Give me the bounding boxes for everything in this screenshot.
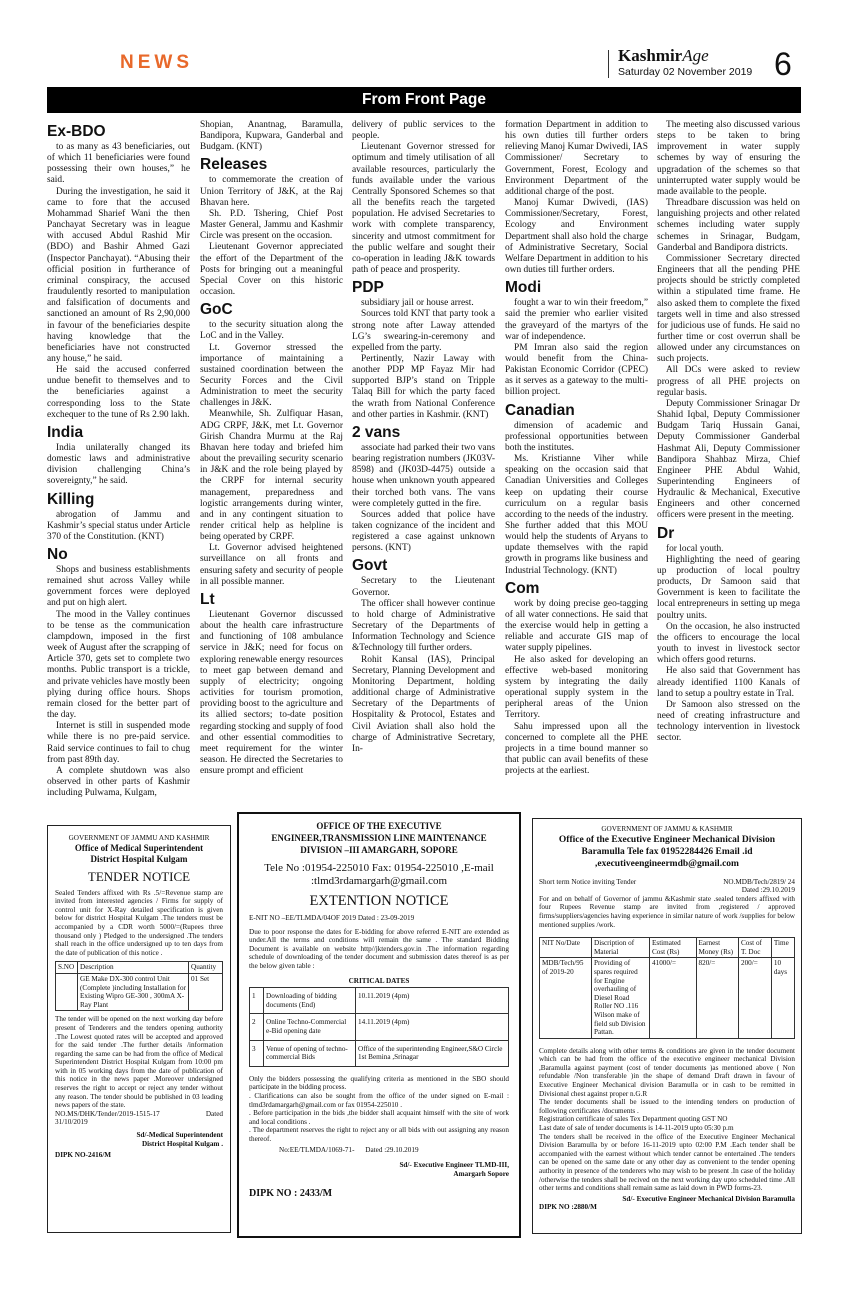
paragraph: Shops and business establishments remained shut across Valley while government forces were deployed and put on high alert. — [47, 565, 190, 609]
headline: Canadian — [505, 401, 575, 419]
tender-notice-kulgam — [47, 825, 231, 1233]
td: 3 — [250, 1040, 264, 1066]
td: 1 — [250, 988, 264, 1014]
th: Earnest Money (Rs) — [696, 938, 738, 958]
issue-date: Saturday 02 November 2019 — [618, 66, 753, 78]
tender-table — [539, 937, 795, 1039]
td: Online Techno-Commercial e-Bid opening date — [264, 1014, 356, 1040]
ad-line: ENGINEER,TRANSMISSION LINE MAINTENANCE — [271, 833, 487, 843]
headline: Govt — [352, 557, 388, 575]
paragraph: India unilaterally changed its domestic laws and administrative division challenging China’s sovereignty,” he said. — [47, 442, 190, 487]
ad-title: EXTENTION NOTICE — [309, 893, 449, 909]
th: Description — [78, 962, 189, 974]
headline: India — [47, 423, 84, 441]
ad-dated: Dated :29.10.2019 — [741, 886, 795, 895]
ad-date: 31/10/2019 — [55, 1118, 88, 1127]
th: NIT No/Date — [540, 938, 592, 958]
paragraph: All DCs were asked to review progress of all PHE projects on regular basis. — [657, 365, 800, 398]
paragraph: Lieutenant Governor appreciated the effort of the Department of the Posts for bringing out a meaningful Special Cover on this historic occasion. — [200, 242, 343, 298]
td: 14.11.2019 (4pm) — [356, 1014, 509, 1040]
ad-line: Office of the Executive Engineer Mechanical Division — [558, 834, 776, 845]
ad-line: Short term Notice inviting Tender — [539, 877, 637, 886]
table-caption: CRITICAL DATES — [348, 976, 410, 985]
ad-line: GOVERNMENT OF JAMMU & KASHMIR — [601, 825, 733, 833]
paragraph: Manoj Kumar Dwivedi, (IAS) Commissioner/Secretary, Forest, Ecology and Environment Department shall also hold the charge of Administrative Secretary, Social Welfare Department in addition to his own duties till further orders. — [505, 198, 648, 276]
ad-line: OFFICE OF THE EXECUTIVE — [316, 821, 442, 831]
th: S.NO — [56, 962, 78, 974]
column-2 — [200, 120, 343, 777]
ad-body: The tenders shall be received in the office of the Executive Engineer Mechanical Division Baramulla by or before 16-11-2019 upto 02:00 P.M .Each tender shall be accompanied with the earnest without which tender cannot be entertained .The tenders can be opened on the same date or any other day as convenient to the tender opening authority in presence of the tenderers who may wish to be present .In case of the holiday /otherwise the tenders shall be recived on the next working day upto scheduled time .All other terms and conditions shall remain same as laid down in PWD forms-23. — [539, 1132, 795, 1193]
th: Quantity — [189, 962, 223, 974]
signature: Sd/- Executive Engineer TLMD-III, — [399, 1161, 509, 1170]
paragraph: Deputy Commissioner Srinagar Dr Shahid Iqbal, Deputy Commissioner Budgam Tariq Hussain Ganai, Deputy Commissioner Ganderbal Hashmat Ali, Deputy Commissioner Bandipora Shahbaz Mirza, Chief Engineer PHE Abdul Wahid, Superintending Engineers of Hydraulic & Mechanical, Executive Engineers and other concerned officers were present in the meeting. — [657, 398, 800, 521]
paragraph: Sahu impressed upon all the concerned to complete all the PHE projects in a time bound manner so that public can avail benefits of these projects at the earliest. — [505, 721, 648, 777]
ad-note: Only the bidders possessing the qualifying criteria as mentioned in the SBO should participate in the bidding process. — [249, 1074, 509, 1092]
headline: Releases — [200, 156, 268, 174]
header-divider — [608, 50, 609, 78]
ad-body: For and on behalf of Governor of jammu &Kashmir state .sealed tenders affixed with four Rupees Revenue stamp are invited from ,registered / approved firms/suppliers/agencies having experience in similar nature of work /supplies for below mentioned supplies /work. — [539, 894, 795, 929]
ad-body: Due to poor response the dates for E-bidding for above referred E-NIT are extended as under.All the terms and conditions will remain the same . The standard Bidding Document is available on website http//jktenders.gov.in .The information regarding schedule of downloading of the tender document and submission dates thereof is as per the below given table : — [249, 927, 509, 970]
dipk-number: DIPK NO :2880/M — [539, 1203, 597, 1212]
paragraph: formation Department in addition to his own duties till further orders relieving Manoj Kumar Dwivedi, IAS Commissioner/ Secretary to Government, Forest, Ecology and Environment Department of the additional charge of the post. — [505, 120, 648, 197]
paragraph: Commissioner Secretary directed Engineers that all the pending PHE projects should be strictly completed within a stipulated time frame. He also asked them to complete the fixed targets well in time and also stressed for judicious use of funds. He said no further time or cost overrun shall be allowed under any circumstances on such projects. — [657, 253, 800, 365]
paragraph: He also asked for developing an effective web-based monitoring system by integrating the daily operational supply system in the peripheral areas of the Union Territory. — [505, 654, 648, 721]
ad-note: . Clarifications can also be sought from the office of the under signed on E-mail : tlmd3rdamargarh@gmail.com or fax 01954-225010 . — [249, 1091, 509, 1109]
paragraph: Highlighting the need of gearing up production of local poultry products, Dr Samoon said that Government is keen to facilitate the local entrepreneurs in setting up mega poultry units. — [657, 554, 800, 621]
paragraph: Secretary to the Lieutenant Governor. — [352, 576, 495, 598]
td: 41000/= — [650, 958, 697, 1038]
paragraph: Sources added that police have taken cognizance of the incident and registered a case against unknown persons. (KNT) — [352, 509, 495, 554]
column-1 — [47, 120, 190, 799]
ad-ref: NO.MDB/Tech/2819/ 24 — [723, 877, 795, 886]
td: MDB/Tech/95 of 2019-20 — [540, 958, 592, 1038]
signature: Sd/- Executive Engineer Mechanical Division Baramulla — [622, 1194, 795, 1203]
td: 10 days — [771, 958, 794, 1038]
ad-ref: NO.MS/DHK/Tender/2019-1515-17 — [55, 1109, 160, 1118]
headline: Killing — [47, 490, 95, 508]
column-4 — [505, 120, 648, 777]
paragraph: Ms. Kristianne Viher while speaking on the occasion said that Canadian Universities and Colleges keep on updating their course curriculum on a regular basis according to the needs of the industry. She further added that this MOU would help the students of Aryans to update themselves with the rapid growth in programs like business and Industrial Technology. (KNT) — [505, 454, 648, 576]
td: 01 Set — [189, 973, 223, 1010]
column-5 — [657, 120, 800, 744]
paragraph: On the occasion, he also instructed the officers to encourage the local youth to invest in livestock sector which offers good returns. — [657, 621, 800, 666]
td — [56, 973, 78, 1010]
ad-line: The tender documents shall be issued to the intending tenders on production of following certificates /documents . — [539, 1098, 795, 1115]
paragraph: Sh. P.D. Tshering, Chief Post Master General, Jammu and Kashmir Circle was present on the occasion. — [200, 208, 343, 242]
paragraph: Lt. Governor advised heightened surveillance on all fronts and ensuring safety and security of people in all possible manner. — [200, 543, 343, 587]
paragraph: Threadbare discussion was held on languishing projects and other related schemes including water supply schemes in Srinagar, Budgam, Ganderbal and Bandipora districts. — [657, 198, 800, 253]
headline: Modi — [505, 279, 542, 297]
paragraph: Meanwhile, Sh. Zulfiquar Hasan, ADG CRPF, J&K, met Lt. Governor Girish Chandra Murmu at the Raj Bhavan here today and briefed him about the prevailing security scenario in J&K and the role being played by the CRPF for internal security management, preparedness and logistic arrangements during winter, and in any contingent situation to render critical help as helpline is being operated by CRPF. — [200, 409, 343, 543]
paragraph: Lieutenant Governor discussed about the health care infrastructure and functioning of 108 ambulance service in J&K; need for focus on exploring renewable energy resources to meet gap between demand and supply of electricity; ongoing activities for tourism promotion, providing boost to the agriculture and its allied sectors; to-date position regarding stocking and supply of food and other essential commodities to meet requirement for the winter season. He directed the Secretaries to ensure prompt and efficient — [200, 609, 343, 777]
paragraph: delivery of public services to the people. — [352, 120, 495, 142]
masthead-logo — [618, 46, 709, 66]
paragraph: He said the accused conferred undue benefit to themselves and to the beneficiaries against a corresponding loss to the State exchequer to the tune of Rs 2.90 lakh. — [47, 365, 190, 420]
paragraph: for local youth. — [666, 543, 724, 554]
paragraph: The meeting also discussed various steps to be taken to bring improvement in water supply schemes by way of ensuring the upgradation of the schemes so that uninterrupted water supply would be made available to the people. — [657, 120, 800, 197]
ad-ref: No:EE/TLMDA/1069-71- — [279, 1146, 355, 1155]
paragraph: Shopian, Anantnag, Baramulla, Bandipora, Kupwara, Ganderbal and Budgam. (KNT) — [200, 120, 343, 153]
paragraph: Internet is still in suspended mode while there is no pre-paid service. Raid service continues to fail to chug from past 89th day. — [47, 721, 190, 765]
paragraph: dimension of academic and professional opportunities between both the institutes. — [505, 420, 648, 453]
paragraph: to the security situation along the LoC and in the Valley. — [200, 320, 343, 342]
ad-line: GOVERNMENT OF JAMMU AND KASHMIR — [68, 834, 210, 842]
paragraph: Lieutenant Governor stressed for optimum and timely utilisation of all available resources, particularly the funds available under the various Centrally Sponsored Schemes so that all the benefits reach the targeted population. He advised Secretaries to work with complete transparency, sincerity and utmost commitment for the public welfare and sought their co-operation in leading J&K towards path of peace and prosperity. — [352, 142, 495, 276]
tender-table — [55, 961, 223, 1011]
paragraph: The mood in the Valley continues to be tense as the communication clampdown, imposed in the first week of August after the scrapping of Article 370, gets set to complete two months. Public transport is a trickle, and private vehicles have mostly been plying during office hours. Shops remain closed for the better part of the day. — [47, 609, 190, 721]
ad-body: Complete details along with other terms & conditions are given in the tender document which can be had from the office of the executive engineer mechanical Division ,Baramulla against payment (cost of tender documents )as mentioned above ( Non refundable /Non transferable )in the shape of demand Draft drawn in favour of Executive Engineer Mechanical division Baramulla or in cash to be remitted in Divisional chest against proper n.G.R — [539, 1046, 795, 1098]
headline: Com — [505, 579, 540, 597]
ad-line: District Hospital Kulgam — [90, 853, 188, 864]
brand-part-a: Kashmir — [618, 46, 683, 65]
td: Downloading of bidding documents (End) — [264, 988, 356, 1014]
td: Venue of opening of techno-commercial Bids — [264, 1040, 356, 1066]
paragraph: PM Imran also said the region would benefit from the China-Pakistan Economic Corridor (CPEC) as it serves as a gateway to the multi-billion project. — [505, 342, 648, 398]
dipk-number: DIPK NO : 2433/M — [249, 1188, 333, 1200]
td: Office of the superintending Engineer,S&O Circle 1st Bemina ,Srinagar — [356, 1040, 509, 1066]
td: 2 — [250, 1014, 264, 1040]
paragraph: During the investigation, he said it came to fore that the accused Mohammad Sharief Wani the then Panchayat Secretary was in league with accused Abdul Rashid Mir (BDO) and Bashir Ahmed Gazi (Inspector Panchayat). “Abusing their official position in furtherance of criminal conspiracy, the accused fraudulently resorted to manipulation and falsification of documents and sanctioned an amount of Rs 2,90,000 in favour of the beneficiaries despite having knowledge that the beneficiaries have not constructed any house,” he said. — [47, 186, 190, 364]
ad-line: Baramulla Tele fax 01952284426 Email .id ,executiveengineermdb@gmail.com — [581, 846, 753, 869]
tender-notice-baramulla — [532, 818, 802, 1234]
paragraph: abrogation of Jammu and Kashmir’s special status under Article 370 of the Constitution. (KNT) — [47, 509, 190, 542]
paragraph: The officer shall however continue to hold charge of Administrative Secretary of the Departments of Information Technology and Science &Technology till further orders. — [352, 598, 495, 654]
signature: Amargarh Sopore — [453, 1169, 509, 1178]
th: Estimated Cost (Rs) — [650, 938, 697, 958]
signature: District Hospital Kulgam . — [141, 1139, 223, 1148]
paragraph: to commemorate the creation of Union Territory of J&K, at the Raj Bhavan here. — [200, 175, 343, 208]
ad-line: Office of Medical Superintendent — [74, 842, 204, 853]
enit-number: E-NIT NO –EE/TLMDA/04OF 2019 Dated : 23-09-2019 — [249, 914, 415, 922]
paragraph: associate had parked their two vans bearing registration numbers (JK03V-8598) and (JK03D-4475) outside a house when unknown youth appeared their torched both vans. The vans were completely gutted in the fire. — [352, 442, 495, 509]
headline: GoC — [200, 301, 233, 319]
signature: Sd/-Medical Superintendent — [136, 1131, 223, 1140]
paragraph: Dr Samoon also stressed on the need of creating infrastructure and technology intervention in livestock sector. — [657, 699, 800, 744]
th: Cost of T. Doc — [738, 938, 771, 958]
td: Providing of spares required for Engine overhauling of Diesel Road Roller NO .116 Wilson make of field sub Division Pattan. — [592, 958, 650, 1038]
dipk-number: DIPK NO-2416/M — [55, 1151, 112, 1160]
paragraph: to as many as 43 beneficiaries, out of which 11 beneficiaries were found possessing their own houses,” he said. — [47, 142, 190, 186]
section-banner: From Front Page — [47, 87, 801, 113]
td: 200/= — [738, 958, 771, 1038]
headline: Lt — [200, 590, 215, 608]
paragraph: subsidiary jail or house arrest. — [361, 298, 474, 309]
ad-dated: Dated :29.10.2019 — [365, 1146, 419, 1155]
ad-contact: Tele No :01954-225010 Fax: 01954-225010 ,E-mail :tlmd3rdamargarh@gmail.com — [264, 862, 494, 887]
th: Time — [771, 938, 794, 958]
paragraph: fought a war to win their freedom,” said the premier who earlier visited the graveyard of the martyrs of the war of independence. — [505, 298, 648, 342]
ad-note: . The department reserves the right to reject any or all bids with out assigning any reason thereof. — [249, 1126, 509, 1143]
column-3 — [352, 120, 495, 755]
paragraph: He also said that Government has already identified 1100 Kanals of land to setup a poultry estate in Tral. — [657, 666, 800, 699]
paragraph: Pertinently, Nazir Laway with another PDP MP Fayaz Mir had supported BJP’s stand on Tripple Talaq Bill for which the party faced the wrath from National Conference and other parties in Kashmir. (KNT) — [352, 353, 495, 420]
page-number: 6 — [774, 46, 792, 82]
paragraph: A complete shutdown was also observed in other parts of Kashmir including Pulwama, Kulgam, — [47, 765, 190, 799]
headline: PDP — [352, 279, 384, 297]
paragraph: work by doing precise geo-tagging of all water connections. He said that the exercise would help in getting a reliable and accurate GIS map of water supply pipelines. — [505, 598, 648, 654]
ad-line: DIVISION –III AMARGARH, SOPORE — [300, 845, 458, 855]
ad-line: Last date of sale of tender documents is 14-11-2019 upto 05:30 p.m — [539, 1124, 734, 1133]
paragraph: Sources told KNT that party took a strong note after Laway attended LG’s swearing-in-ceremony and expelled from the party. — [352, 309, 495, 353]
ad-body: The tender will be opened on the next working day before present of Tenderers and the tenders opening authority .The Lowest quoted rates will be accepted and approved for the said tender .The further details /information regarding the same can be had from the office of Medical Superintendent District Hospital Kulgam from 10:00 pm with in 05 working days from the date of publication of this notice in the news paper .Moreover undersigned reserves the right to accept or reject any tender without any reason. The tender should be published in 03 leading news papers of the state. — [55, 1015, 223, 1110]
headline: No — [47, 546, 68, 563]
ad-dated: Dated — [205, 1109, 223, 1118]
ad-note: . Before participation in the bids ,the bidder shall acquaint himself with the site of work and local conditions . — [249, 1109, 509, 1126]
brand-part-b: Age — [682, 46, 709, 65]
section-label: NEWS — [120, 52, 193, 73]
headline: Ex-BDO — [47, 123, 106, 140]
paragraph: Lt. Governor stressed the importance of maintaining a sustained coordination between the Security Forces and the Civil Administration to meet the security challenges in J&K. — [200, 342, 343, 409]
ad-body: Sealed Tenders affixed with Rs .5/=Revenue stamp are invited from interested agencies / Firms for supply of control unit for X-Ray detailed specification is given below for district Hospital Kulgam .The tenders must be accompanied by a CDR worth 5000/=(Rupees three thousand only ) Pledged to the undersigned .The tenders shall reach in the office undersigned up to ten days from the date of publication of this notice . — [55, 888, 223, 957]
td: 820/= — [696, 958, 738, 1038]
paragraph: Rohit Kansal (IAS), Principal Secretary, Planning Development and Monitoring Department, holding additional charge of Administrative Secretary of the Departments of Hospitality & Protocol, Estates and Civil Aviation shall also hold the charge of Administrative Secretary, In- — [352, 654, 495, 754]
ad-title: TENDER NOTICE — [87, 868, 191, 884]
headline: 2 vans — [352, 423, 401, 441]
td: GE Make DX-300 control Unit (Complete )including Installation for Existing Wipro GE-300 , 300mA X-Ray Plant — [78, 973, 189, 1010]
headline: Dr — [657, 524, 675, 542]
critical-dates-table — [249, 987, 509, 1067]
extension-notice-sopore — [237, 812, 521, 1238]
ad-line: Registration certificate of sales Tex Department quoting GST NO — [539, 1115, 728, 1124]
th: Discription of Material — [592, 938, 650, 958]
td: 10.11.2019 (4pm) — [356, 988, 509, 1014]
